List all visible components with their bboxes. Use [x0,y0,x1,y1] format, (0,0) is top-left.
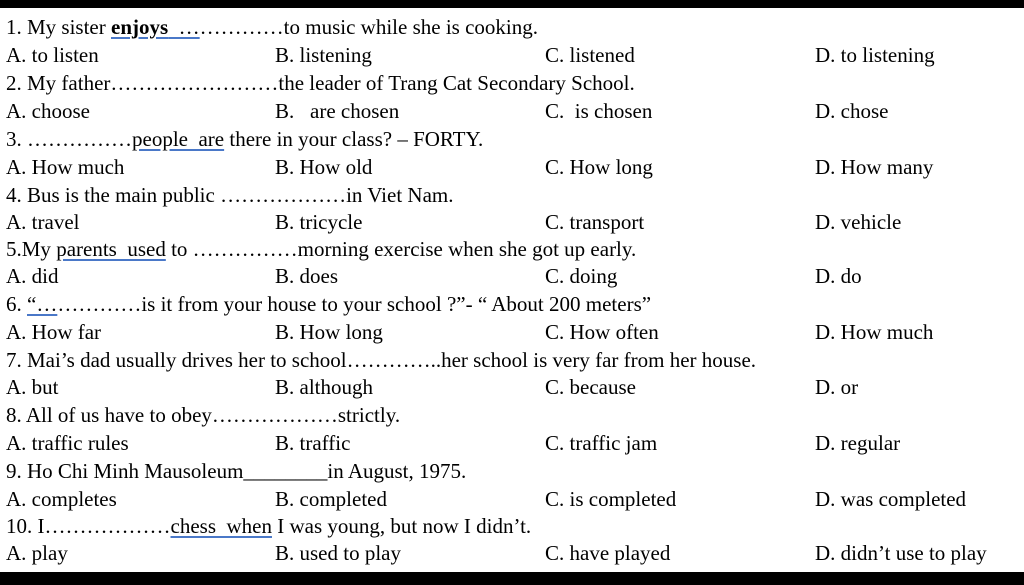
question-8-option-c: C. traffic jam [545,431,658,455]
question-3-text-a: 3. …………… [6,127,132,151]
question-10-option-b: B. used to play [275,541,401,565]
question-1-underlined-blank: … [168,15,200,39]
question-5-option-a: A. did [6,264,59,288]
question-10-option-a: A. play [6,541,68,565]
question-5-text-b: to ……………morning exercise when she got up early. [165,237,637,261]
question-2-option-a: A. choose [6,99,90,123]
question-3-option-b: B. How old [275,155,373,179]
question-2-option-c: C. is chosen [545,99,653,123]
question-1-option-c: C. listened [545,43,635,67]
question-10-text-b: I was young, but now I didn’t. [271,514,532,538]
question-10 [6,513,531,539]
question-4-option-c: C. transport [545,210,645,234]
question-5 [6,236,636,262]
question-4-option-d: D. vehicle [815,210,902,234]
question-3-text-b: there in your class? – FORTY. [224,127,484,151]
question-8-option-d: D. regular [815,431,901,455]
question-6-underlined-blank: “… [27,292,58,316]
question-4: 4. Bus is the main public ………………in Viet Nam. [6,183,454,207]
question-10-underlined-words: chess when [170,514,272,538]
question-8-option-b: B. traffic [275,431,351,455]
question-5-text-a: 5.My [6,237,57,261]
question-8-option-a: A. traffic rules [6,431,129,455]
question-1-option-a: A. to listen [6,43,99,67]
question-5-option-d: D. do [815,264,862,288]
question-4-option-a: A. travel [6,210,80,234]
question-3-option-a: A. How much [6,155,125,179]
question-7-option-a: A. but [6,375,59,399]
question-10-option-d: D. didn’t use to play [815,541,987,565]
question-6 [6,291,651,317]
question-5-option-c: C. doing [545,264,618,288]
question-1-text-a: 1. My sister [6,15,111,39]
question-4-option-b: B. tricycle [275,210,363,234]
question-5-option-b: B. does [275,264,338,288]
question-7: 7. Mai’s dad usually drives her to school…………..her school is very far from her house. [6,348,757,372]
question-2-option-b: B. are chosen [275,99,400,123]
question-1-option-d: D. to listening [815,43,935,67]
question-1-text-b: …………to music while she is cooking. [199,15,538,39]
question-9-option-d: D. was completed [815,487,967,511]
question-6-text-b: …………is it from your house to your school ?”- “ About 200 meters” [57,292,652,316]
question-9-option-a: A. completes [6,487,117,511]
question-8: 8. All of us have to obey………………strictly. [6,403,401,427]
question-3-underlined-words: people are [132,127,225,151]
worksheet [0,8,1024,572]
question-9-option-b: B. completed [275,487,387,511]
question-1 [6,14,538,40]
question-2: 2. My father……………………the leader of Trang Cat Secondary School. [6,71,635,95]
question-7-option-c: C. because [545,375,636,399]
question-6-text-a: 6. [6,292,27,316]
question-3-option-d: D. How many [815,155,934,179]
question-7-option-d: D. or [815,375,859,399]
question-9-text-a: 9. Ho Chi Minh Mausoleum [6,459,244,483]
question-7-option-b: B. although [275,375,373,399]
question-3 [6,126,483,152]
question-6-option-c: C. How often [545,320,659,344]
question-3-option-c: C. How long [545,155,653,179]
question-6-option-d: D. How much [815,320,934,344]
question-10-text-a: 10. I……………… [6,514,171,538]
question-6-option-a: A. How far [6,320,102,344]
question-2-option-d: D. chose [815,99,889,123]
question-6-option-b: B. How long [275,320,383,344]
question-5-underlined-words: parents used [56,237,166,261]
question-1-option-b: B. listening [275,43,372,67]
question-9 [6,458,466,484]
question-1-underlined-word: enjoys [111,15,169,39]
question-9-blank: ________ [243,459,328,483]
question-9-text-b: in August, 1975. [327,459,467,483]
question-9-option-c: C. is completed [545,487,677,511]
question-10-option-c: C. have played [545,541,671,565]
